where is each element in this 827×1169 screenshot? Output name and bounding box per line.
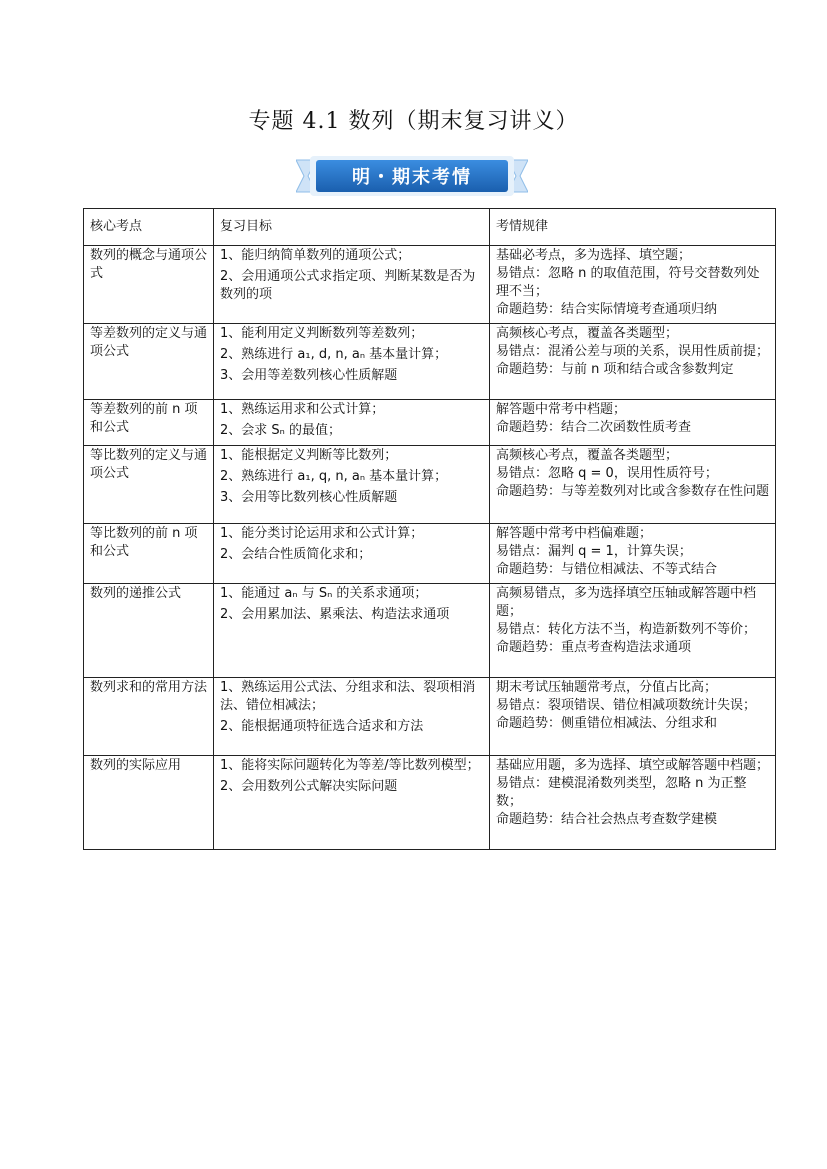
goal-item: 1、能分类讨论运用求和公式计算； (220, 526, 424, 541)
trend-item: 易错点：忽略 n 的取值范围，符号交替数列处理不当； (496, 266, 760, 299)
table-row (84, 400, 776, 446)
trends-cell (490, 584, 776, 678)
topic-text: 数列的概念与通项公式 (90, 248, 208, 281)
goal-item: 2、能根据通项特征选合适求和方法 (220, 719, 424, 734)
trend-item: 易错点：混淆公差与项的关系，误用性质前提； (496, 344, 770, 359)
topic-text: 等差数列的前 n 项和公式 (90, 402, 198, 435)
table-row (84, 524, 776, 584)
topic-text: 数列的实际应用 (90, 758, 182, 773)
topic-cell (84, 400, 214, 446)
header-trends: 考情规律 (490, 209, 776, 246)
trends-cell (490, 400, 776, 446)
table-row (84, 446, 776, 524)
trends-cell (490, 678, 776, 756)
trends-cell (490, 524, 776, 584)
goal-item: 2、熟练进行 a₁, d, n, aₙ 基本量计算； (220, 347, 448, 362)
trend-item: 高频易错点，多为选择填空压轴或解答题中档题； (496, 586, 757, 619)
table-header-row (84, 209, 776, 246)
topic-text: 数列求和的常用方法 (90, 680, 208, 695)
table-row (84, 584, 776, 678)
trend-item: 易错点：漏判 q = 1，计算失误； (496, 544, 692, 559)
trend-item: 易错点：建模混淆数列类型，忽略 n 为正整数； (496, 776, 747, 809)
header-topic: 核心考点 (84, 209, 214, 246)
goal-item: 2、会用累加法、累乘法、构造法求通项 (220, 607, 450, 622)
trend-item: 命题趋势：结合二次函数性质考查 (496, 420, 692, 435)
trend-item: 高频核心考点，覆盖各类题型； (496, 448, 679, 463)
page-title: 专题 4.1 数列（期末复习讲义） (248, 109, 579, 134)
trend-item: 命题趋势：与等差数列对比或含参数存在性问题 (496, 484, 770, 499)
exam-overview-table (83, 208, 776, 850)
table-body (84, 246, 776, 850)
goals-cell (214, 400, 490, 446)
table-row (84, 678, 776, 756)
table-row (84, 756, 776, 850)
trend-item: 命题趋势：与错位相减法、不等式结合 (496, 562, 718, 577)
trend-item: 命题趋势：结合实际情境考查通项归纳 (496, 302, 718, 317)
trend-item: 基础应用题，多为选择、填空或解答题中档题； (496, 758, 770, 773)
goal-item: 2、会结合性质简化求和； (220, 547, 372, 562)
goal-item: 1、能通过 aₙ 与 Sₙ 的关系求通项； (220, 586, 428, 601)
trends-cell (490, 246, 776, 324)
topic-text: 数列的递推公式 (90, 586, 182, 601)
trend-item: 易错点：转化方法不当，构造新数列不等价； (496, 622, 757, 637)
trend-item: 解答题中常考中档偏难题； (496, 526, 653, 541)
section-banner (296, 154, 528, 198)
goal-item: 2、会用通项公式求指定项、判断某数是否为数列的项 (220, 269, 476, 302)
goal-item: 1、熟练运用求和公式计算； (220, 402, 385, 417)
trends-cell (490, 446, 776, 524)
trends-cell (490, 756, 776, 850)
goals-cell (214, 446, 490, 524)
topic-cell (84, 756, 214, 850)
topic-text: 等差数列的定义与通项公式 (90, 326, 208, 359)
topic-cell (84, 678, 214, 756)
goal-item: 1、能利用定义判断数列等差数列； (220, 326, 424, 341)
trend-item: 命题趋势：与前 n 项和结合或含参数判定 (496, 362, 734, 377)
topic-text: 等比数列的定义与通项公式 (90, 448, 208, 481)
trend-item: 易错点：忽略 q = 0，误用性质符号； (496, 466, 718, 481)
goal-item: 1、能将实际问题转化为等差/等比数列模型； (220, 758, 480, 773)
topic-cell (84, 524, 214, 584)
goal-item: 2、会求 Sₙ 的最值； (220, 423, 341, 438)
table-row (84, 246, 776, 324)
topic-cell (84, 584, 214, 678)
goal-item: 2、熟练进行 a₁, q, n, aₙ 基本量计算； (220, 469, 448, 484)
trend-item: 解答题中常考中档题； (496, 402, 627, 417)
goal-item: 3、会用等比数列核心性质解题 (220, 490, 398, 505)
topic-text: 等比数列的前 n 项和公式 (90, 526, 198, 559)
goal-item: 1、能归纳简单数列的通项公式； (220, 248, 411, 263)
goal-item: 1、能根据定义判断等比数列； (220, 448, 398, 463)
trend-item: 命题趋势：重点考查构造法求通项 (496, 640, 692, 655)
trend-item: 命题趋势：侧重错位相减法、分组求和 (496, 716, 718, 731)
goals-cell (214, 246, 490, 324)
table-row (84, 324, 776, 400)
trend-item: 易错点：裂项错误、错位相减项数统计失误； (496, 698, 757, 713)
topic-cell (84, 446, 214, 524)
topic-cell (84, 246, 214, 324)
trend-item: 高频核心考点，覆盖各类题型； (496, 326, 679, 341)
topic-cell (84, 324, 214, 400)
header-goals: 复习目标 (214, 209, 490, 246)
goals-cell (214, 324, 490, 400)
trend-item: 命题趋势：结合社会热点考查数学建模 (496, 812, 718, 827)
trend-item: 期末考试压轴题常考点，分值占比高； (496, 680, 718, 695)
trend-item: 基础必考点，多为选择、填空题； (496, 248, 692, 263)
goals-cell (214, 678, 490, 756)
goal-item: 1、熟练运用公式法、分组求和法、裂项相消法、错位相减法； (220, 680, 476, 713)
goals-cell (214, 524, 490, 584)
banner-label: 明・期末考情 (352, 167, 472, 188)
goals-cell (214, 756, 490, 850)
trends-cell (490, 324, 776, 400)
goal-item: 3、会用等差数列核心性质解题 (220, 368, 398, 383)
goals-cell (214, 584, 490, 678)
goal-item: 2、会用数列公式解决实际问题 (220, 779, 398, 794)
